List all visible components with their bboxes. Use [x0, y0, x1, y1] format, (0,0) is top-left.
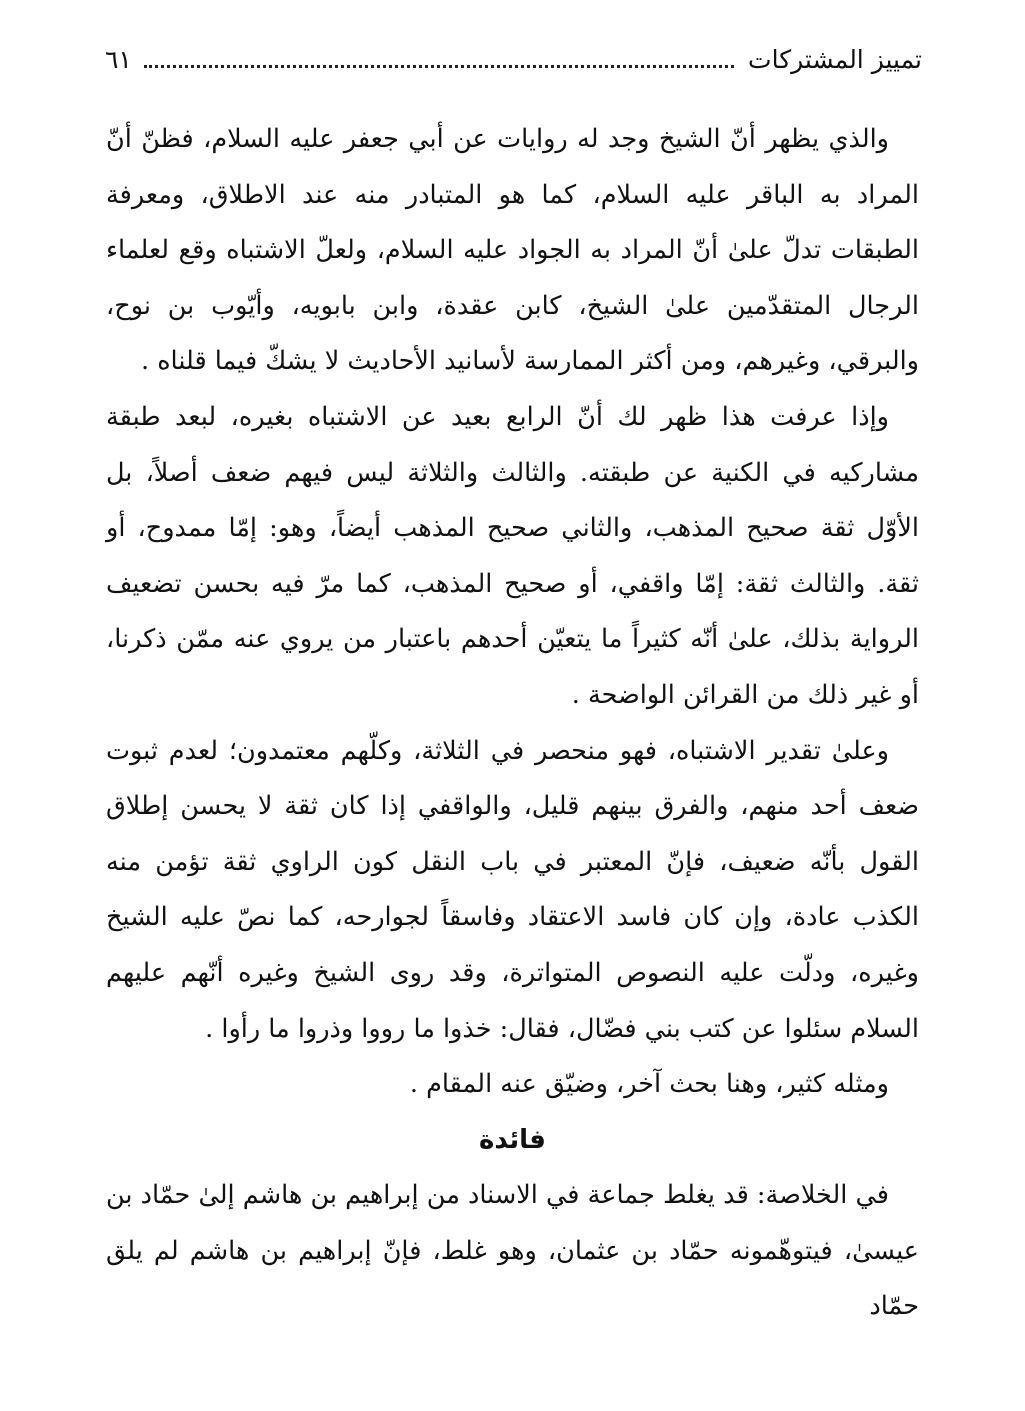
paragraph-1: والذي يظهر أنّ الشيخ وجد له روايات عن أبي جعفر عليه السلام، فظنّ أنّ المراد به الباقر عليه السلام، كما هو المتبادر منه عند الاطلاق، ومعرفة الطبقات تدلّ علىٰ أنّ المراد به الجواد عليه السلام، ولعلّ الاشتباه وقع لعلماء الرجال المتقدّمين علىٰ الشيخ، كابن عقدة، وابن بابويه، وأيّوب بن نوح، والبرقي، وغيرهم، ومن أكثر الممارسة لأسانيد الأحاديث لا يشكّ فيما قلناه .	[106, 124, 919, 377]
page-number: ٦١	[105, 45, 132, 74]
running-header	[105, 38, 922, 78]
header-dot-leader	[144, 64, 734, 68]
paragraph-2: وإذا عرفت هذا ظهر لك أنّ الرابع بعيد عن الاشتباه بغيره، لبعد طبقة مشاركيه في الكنية عن طبقته. والثالث والثلاثة ليس فيهم ضعف أصلاً، بل الأوّل ثقة صحيح المذهب، والثاني صحيح المذهب أيضاً، وهو: إمّا ممدوح، أو ثقة. والثالث ثقة: إمّا واقفي، أو صحيح المذهب، كما مرّ فيه بحسن تضعيف الرواية بذلك، علىٰ أنّه كثيراً ما يتعيّن أحدهم باعتبار من يروي عنه ممّن ذكرنا، أو غير ذلك من القرائن الواضحة .	[106, 401, 919, 710]
paragraph-3: وعلىٰ تقدير الاشتباه، فهو منحصر في الثلاثة، وكلّهم معتمدون؛ لعدم ثبوت ضعف أحد منهم، والفرق بينهم قليل، والواقفي إذا كان ثقة لا يحسن إطلاق القول بأنّه ضعيف، فإنّ المعتبر في باب النقل كون الراوي ثقة تؤمن منه الكذب عادة، وإن كان فاسد الاعتقاد وفاسقاً لجوارحه، كما نصّ عليه الشيخ وغيره، ودلّت عليه النصوص المتواترة، وقد روى الشيخ وغيره أنّهم عليهم السلام سئلوا عن كتب بني فضّال، فقال: خذوا ما رووا وذروا ما رأوا .	[106, 735, 919, 1044]
section-heading: فائدة	[479, 1124, 546, 1155]
header-title: تمييز المشتركات	[748, 45, 922, 74]
paragraph-4: ومثله كثير، وهنا بحث آخر، وضيّق عنه المقام .	[409, 1069, 889, 1100]
body-text	[106, 112, 919, 1335]
final-paragraph: في الخلاصة: قد يغلط جماعة في الاسناد من إبراهيم بن هاشم إلىٰ حمّاد بن عيسىٰ، فيتوهّمونه حمّاد بن عثمان، وهو غلط، فإنّ إبراهيم بن هاشم لم يلق حمّاد	[106, 1180, 919, 1322]
